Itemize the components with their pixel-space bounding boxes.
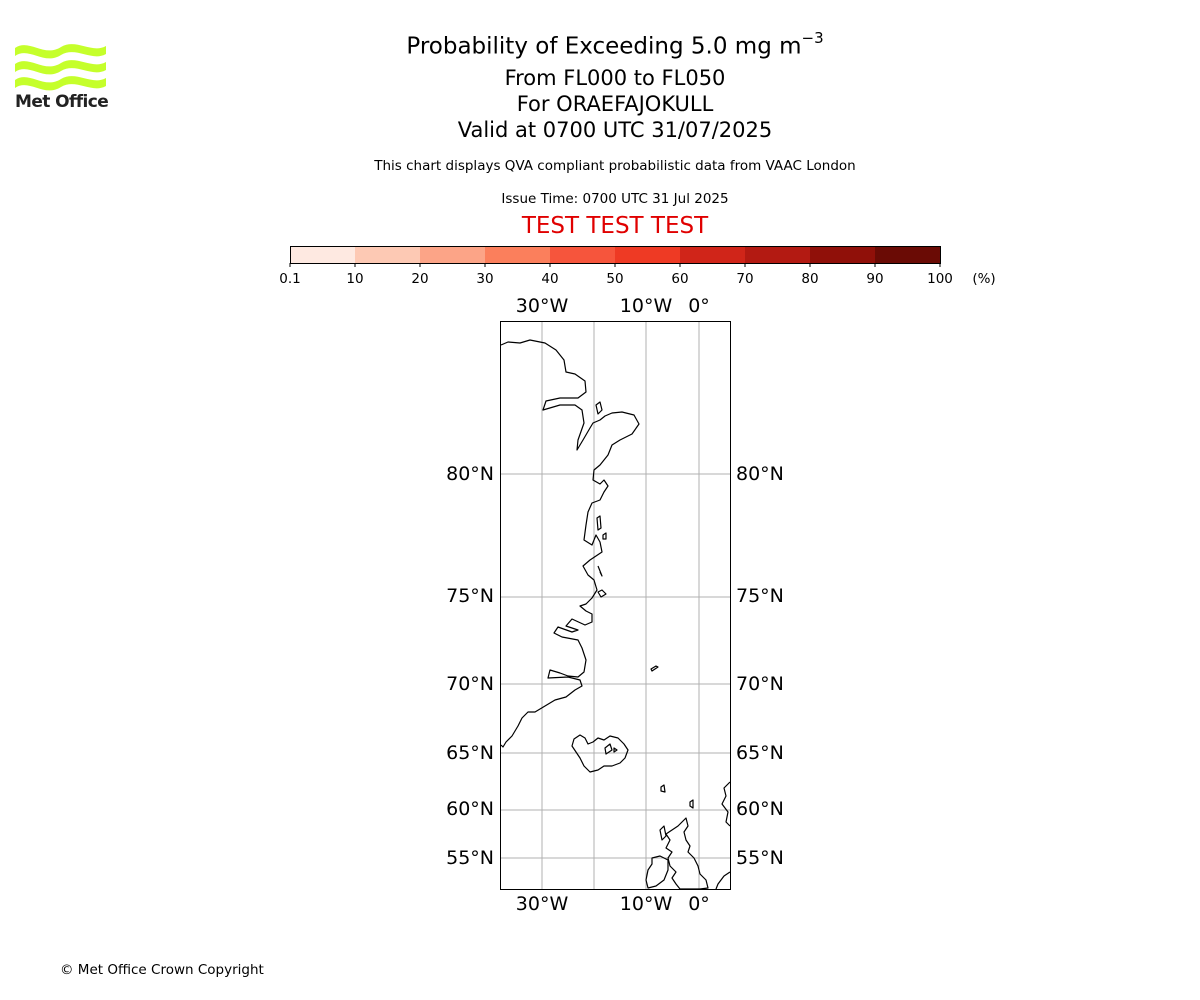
lat-label-left-65n: 65°N: [446, 742, 494, 764]
test-banner: TEST TEST TEST: [521, 213, 709, 239]
colorbar-tick-label: 30: [476, 271, 494, 287]
volcano-name: For ORAEFAJOKULL: [516, 91, 714, 116]
lat-label-left-75n: 75°N: [446, 585, 494, 607]
description-text: This chart displays QVA compliant probabilistic data from VAAC London: [374, 158, 856, 174]
colorbar-segment: [420, 246, 486, 263]
lon-label-bottom-30w: 30°W: [515, 893, 569, 915]
lat-label-left-80n: 80°N: [446, 463, 494, 485]
colorbar-tick-label: 40: [541, 271, 559, 287]
colorbar-segment: [355, 246, 421, 263]
colorbar-segment: [810, 246, 876, 263]
colorbar-tick-label: 10: [346, 271, 364, 287]
colorbar-segment: [290, 246, 356, 263]
colorbar-tick-label: 80: [801, 271, 819, 287]
lon-label-top-10w: 10°W: [619, 295, 673, 317]
colorbar-tick-label: 0.1: [279, 271, 301, 287]
colorbar-tick-label: 90: [866, 271, 884, 287]
colorbar-segment: [550, 246, 616, 263]
copyright: © Met Office Crown Copyright: [60, 962, 264, 978]
title-exponent: −3: [801, 29, 824, 47]
colorbar-unit: (%): [972, 271, 996, 287]
lat-labels-right: [736, 463, 784, 869]
title-main: Probability of Exceeding 5.0 mg m: [406, 33, 802, 60]
map-frame: [501, 322, 731, 890]
map: [446, 295, 784, 915]
lon-label-top-30w: 30°W: [515, 295, 569, 317]
lon-label-bottom-0: 0°: [688, 893, 710, 915]
lat-label-right-65n: 65°N: [736, 742, 784, 764]
lon-label-bottom-10w: 10°W: [619, 893, 673, 915]
lon-labels-bottom: [516, 893, 710, 915]
lat-label-left-55n: 55°N: [446, 847, 494, 869]
logo-text: Met Office: [15, 92, 109, 112]
lat-label-right-75n: 75°N: [736, 585, 784, 607]
valid-time: Valid at 0700 UTC 31/07/2025: [457, 117, 773, 142]
lat-label-right-55n: 55°N: [736, 847, 784, 869]
colorbar-tick-label: 20: [411, 271, 429, 287]
colorbar-segment: [485, 246, 551, 263]
colorbar-tick-label: 50: [606, 271, 624, 287]
colorbar-segment: [680, 246, 746, 263]
lat-label-left-70n: 70°N: [446, 673, 494, 695]
colorbar-tick-label: 60: [671, 271, 689, 287]
colorbar-segment: [875, 246, 941, 263]
lat-label-right-70n: 70°N: [736, 673, 784, 695]
lat-label-left-60n: 60°N: [446, 798, 494, 820]
lat-label-right-80n: 80°N: [736, 463, 784, 485]
colorbar: [279, 246, 995, 287]
colorbar-segment: [745, 246, 811, 263]
lat-label-right-60n: 60°N: [736, 798, 784, 820]
issue-time: Issue Time: 0700 UTC 31 Jul 2025: [501, 191, 729, 207]
colorbar-tick-label: 70: [736, 271, 754, 287]
colorbar-segment: [615, 246, 681, 263]
level-range: From FL000 to FL050: [504, 65, 726, 90]
lon-label-top-0: 0°: [688, 295, 710, 317]
colorbar-tick-label: 100: [927, 271, 953, 287]
lat-labels-left: [446, 463, 494, 869]
lon-labels-top: [516, 295, 710, 317]
